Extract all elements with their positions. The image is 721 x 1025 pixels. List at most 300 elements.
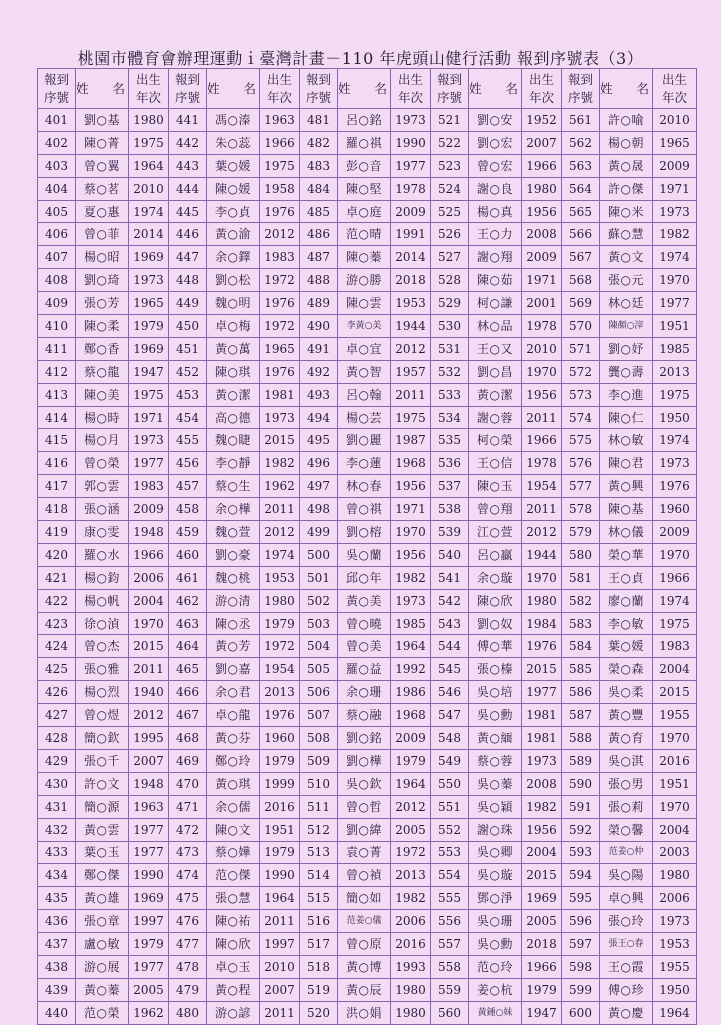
checkin-number-cell: 403 (38, 154, 76, 177)
birth-year-cell: 1947 (129, 360, 169, 383)
checkin-number-cell: 488 (300, 269, 338, 292)
birth-year-cell: 1971 (522, 269, 562, 292)
name-cell: 劉○松 (207, 269, 260, 292)
checkin-number-cell: 530 (431, 315, 469, 338)
header-line: 序號 (43, 89, 69, 105)
name-cell: 張○雅 (76, 658, 129, 681)
birth-year-cell: 1964 (129, 154, 169, 177)
name-cell: 余○儒 (207, 795, 260, 818)
checkin-number-cell: 441 (169, 109, 207, 132)
birth-year-cell: 1950 (653, 406, 697, 429)
birth-year-cell: 2011 (391, 383, 431, 406)
name-cell: 康○雯 (76, 521, 129, 544)
checkin-number-cell: 566 (562, 223, 600, 246)
birth-year-cell: 1957 (391, 360, 431, 383)
checkin-number-cell: 545 (431, 658, 469, 681)
name-cell: 卓○宜 (338, 337, 391, 360)
header-name: 姓 名 (600, 69, 653, 109)
header-checkin-number (431, 69, 469, 109)
birth-year-cell: 1971 (129, 406, 169, 429)
birth-year-cell: 2005 (522, 910, 562, 933)
birth-year-cell: 1980 (260, 589, 300, 612)
birth-year-cell: 1970 (522, 566, 562, 589)
name-cell: 馮○溱 (207, 109, 260, 132)
checkin-number-cell: 468 (169, 727, 207, 750)
birth-year-cell: 2012 (391, 337, 431, 360)
table-row (38, 406, 697, 429)
checkin-number-cell: 520 (300, 1001, 338, 1024)
name-cell: 陳○蓁 (338, 246, 391, 269)
checkin-number-cell: 531 (431, 337, 469, 360)
birth-year-cell: 1973 (260, 406, 300, 429)
checkin-number-cell: 442 (169, 131, 207, 154)
checkin-number-cell: 457 (169, 475, 207, 498)
checkin-number-cell: 504 (300, 635, 338, 658)
birth-year-cell: 1970 (653, 795, 697, 818)
checkin-number-cell: 506 (300, 681, 338, 704)
name-cell: 林○儀 (600, 521, 653, 544)
birth-year-cell: 1968 (391, 704, 431, 727)
birth-year-cell: 1980 (391, 978, 431, 1001)
birth-year-cell: 1975 (391, 406, 431, 429)
birth-year-cell: 2004 (522, 841, 562, 864)
checkin-number-cell: 586 (562, 681, 600, 704)
header-line: 序號 (436, 89, 462, 105)
checkin-number-cell: 476 (169, 910, 207, 933)
birth-year-cell: 1972 (260, 635, 300, 658)
checkin-number-cell: 575 (562, 429, 600, 452)
checkin-number-cell: 577 (562, 475, 600, 498)
birth-year-cell: 1948 (129, 772, 169, 795)
checkin-number-cell: 514 (300, 864, 338, 887)
table-row (38, 360, 697, 383)
checkin-number-cell: 503 (300, 612, 338, 635)
checkin-number-cell: 491 (300, 337, 338, 360)
birth-year-cell: 2016 (653, 749, 697, 772)
name-cell: 陳○君 (600, 452, 653, 475)
checkin-number-cell: 535 (431, 429, 469, 452)
birth-year-cell: 2006 (653, 887, 697, 910)
name-cell: 范○晴 (338, 223, 391, 246)
table-row (38, 772, 697, 795)
name-cell: 蔡○嬅 (207, 841, 260, 864)
checkin-number-cell: 495 (300, 429, 338, 452)
checkin-number-cell: 502 (300, 589, 338, 612)
birth-year-cell: 1979 (129, 315, 169, 338)
name-cell: 蔡○生 (207, 475, 260, 498)
name-cell: 黃鍾○妹 (469, 1001, 522, 1024)
birth-year-cell: 1999 (260, 772, 300, 795)
name-cell: 林○敏 (600, 429, 653, 452)
header-line: 報到 (305, 71, 331, 87)
name-cell: 黃○雄 (76, 887, 129, 910)
name-cell: 張○玲 (600, 910, 653, 933)
table-row (38, 566, 697, 589)
birth-year-cell: 2016 (260, 795, 300, 818)
name-cell: 陳○祐 (207, 910, 260, 933)
checkin-number-cell: 572 (562, 360, 600, 383)
birth-year-cell: 2011 (522, 406, 562, 429)
name-cell: 鄭○玲 (207, 749, 260, 772)
checkin-number-cell: 429 (38, 749, 76, 772)
checkin-number-cell: 527 (431, 246, 469, 269)
birth-year-cell: 2010 (129, 177, 169, 200)
name-cell: 黃○美 (338, 589, 391, 612)
checkin-number-cell: 434 (38, 864, 76, 887)
table-row (38, 109, 697, 132)
checkin-number-cell: 402 (38, 131, 76, 154)
header-line: 序號 (174, 89, 200, 105)
birth-year-cell: 2010 (522, 337, 562, 360)
checkin-number-cell: 580 (562, 543, 600, 566)
checkin-number-cell: 526 (431, 223, 469, 246)
checkin-number-cell: 482 (300, 131, 338, 154)
birth-year-cell: 1990 (260, 864, 300, 887)
checkin-number-cell: 567 (562, 246, 600, 269)
table-row (38, 337, 697, 360)
birth-year-cell: 2008 (522, 772, 562, 795)
name-cell: 吳○勳 (469, 933, 522, 956)
name-cell: 袁○菁 (338, 841, 391, 864)
birth-year-cell: 1964 (391, 635, 431, 658)
name-cell: 魏○萱 (207, 521, 260, 544)
birth-year-cell: 1966 (129, 543, 169, 566)
name-cell: 曾○菲 (76, 223, 129, 246)
checkin-number-cell: 427 (38, 704, 76, 727)
birth-year-cell: 2009 (653, 521, 697, 544)
checkin-number-cell: 416 (38, 452, 76, 475)
birth-year-cell: 2004 (653, 818, 697, 841)
table-row (38, 154, 697, 177)
birth-year-cell: 1975 (129, 131, 169, 154)
birth-year-cell: 1981 (522, 727, 562, 750)
birth-year-cell: 1956 (391, 543, 431, 566)
birth-year-cell: 2012 (260, 521, 300, 544)
name-cell: 陳○欣 (469, 589, 522, 612)
checkin-number-cell: 511 (300, 795, 338, 818)
name-cell: 劉○麗 (338, 429, 391, 452)
checkin-number-cell: 562 (562, 131, 600, 154)
name-cell: 劉○銘 (338, 727, 391, 750)
name-cell: 劉○琦 (76, 269, 129, 292)
name-cell: 卓○興 (600, 887, 653, 910)
birth-year-cell: 1982 (522, 795, 562, 818)
birth-year-cell: 1980 (129, 109, 169, 132)
checkin-number-cell: 555 (431, 887, 469, 910)
birth-year-cell: 1975 (653, 383, 697, 406)
checkin-number-cell: 489 (300, 292, 338, 315)
table-row (38, 795, 697, 818)
birth-year-cell: 2011 (260, 1001, 300, 1024)
birth-year-cell: 1981 (522, 704, 562, 727)
checkin-number-cell: 411 (38, 337, 76, 360)
name-cell: 余○鐸 (207, 246, 260, 269)
birth-year-cell: 1975 (653, 612, 697, 635)
header-birth-year (653, 69, 697, 109)
name-cell: 陳顏○滓 (600, 315, 653, 338)
table-row (38, 223, 697, 246)
name-cell: 曾○原 (338, 933, 391, 956)
name-cell: 吳○蓁 (469, 772, 522, 795)
table-row (38, 246, 697, 269)
birth-year-cell: 1979 (260, 841, 300, 864)
birth-year-cell: 2013 (391, 864, 431, 887)
checkin-number-cell: 553 (431, 841, 469, 864)
birth-year-cell: 1970 (129, 612, 169, 635)
checkin-number-cell: 552 (431, 818, 469, 841)
birth-year-cell: 1972 (260, 315, 300, 338)
table-row (38, 749, 697, 772)
name-cell: 吳○璇 (469, 864, 522, 887)
checkin-roster-table (37, 68, 697, 1025)
checkin-number-cell: 408 (38, 269, 76, 292)
birth-year-cell: 1974 (653, 246, 697, 269)
checkin-number-cell: 448 (169, 269, 207, 292)
name-cell: 黃○晟 (600, 154, 653, 177)
name-cell: 曾○哲 (338, 795, 391, 818)
checkin-number-cell: 557 (431, 933, 469, 956)
birth-year-cell: 1970 (522, 360, 562, 383)
checkin-number-cell: 517 (300, 933, 338, 956)
birth-year-cell: 1953 (260, 566, 300, 589)
name-cell: 彭○音 (338, 154, 391, 177)
name-cell: 王○又 (469, 337, 522, 360)
checkin-number-cell: 550 (431, 772, 469, 795)
checkin-number-cell: 472 (169, 818, 207, 841)
name-cell: 吳○蘭 (338, 543, 391, 566)
birth-year-cell: 2004 (653, 658, 697, 681)
birth-year-cell: 1983 (129, 475, 169, 498)
checkin-number-cell: 455 (169, 429, 207, 452)
birth-year-cell: 2014 (129, 223, 169, 246)
birth-year-cell: 1974 (129, 200, 169, 223)
checkin-number-cell: 450 (169, 315, 207, 338)
birth-year-cell: 1968 (391, 452, 431, 475)
checkin-number-cell: 564 (562, 177, 600, 200)
checkin-number-cell: 574 (562, 406, 600, 429)
checkin-number-cell: 571 (562, 337, 600, 360)
header-line: 年次 (135, 89, 161, 105)
name-cell: 張王○春 (600, 933, 653, 956)
checkin-number-cell: 548 (431, 727, 469, 750)
birth-year-cell: 1972 (391, 841, 431, 864)
checkin-number-cell: 532 (431, 360, 469, 383)
checkin-number-cell: 465 (169, 658, 207, 681)
birth-year-cell: 2008 (522, 223, 562, 246)
checkin-number-cell: 565 (562, 200, 600, 223)
checkin-number-cell: 430 (38, 772, 76, 795)
checkin-number-cell: 497 (300, 475, 338, 498)
birth-year-cell: 1972 (260, 269, 300, 292)
name-cell: 余○樺 (207, 498, 260, 521)
name-cell: 陳○美 (76, 383, 129, 406)
birth-year-cell: 1980 (391, 1001, 431, 1024)
checkin-number-cell: 481 (300, 109, 338, 132)
name-cell: 魏○桃 (207, 566, 260, 589)
checkin-number-cell: 449 (169, 292, 207, 315)
birth-year-cell: 1965 (129, 292, 169, 315)
name-cell: 葉○玉 (76, 841, 129, 864)
birth-year-cell: 1956 (522, 200, 562, 223)
checkin-number-cell: 474 (169, 864, 207, 887)
birth-year-cell: 1969 (129, 337, 169, 360)
birth-year-cell: 1993 (391, 955, 431, 978)
birth-year-cell: 1973 (391, 109, 431, 132)
checkin-number-cell: 401 (38, 109, 76, 132)
checkin-number-cell: 534 (431, 406, 469, 429)
checkin-number-cell: 561 (562, 109, 600, 132)
birth-year-cell: 1954 (260, 658, 300, 681)
birth-year-cell: 1974 (653, 429, 697, 452)
checkin-number-cell: 512 (300, 818, 338, 841)
name-cell: 王○霞 (600, 955, 653, 978)
birth-year-cell: 2009 (522, 246, 562, 269)
checkin-number-cell: 490 (300, 315, 338, 338)
checkin-number-cell: 422 (38, 589, 76, 612)
name-cell: 劉○豪 (207, 543, 260, 566)
page-title: 桃園市體育會辦理運動ｉ臺灣計畫－110 年虎頭山健行活動 報到序號表（3） (77, 49, 644, 68)
birth-year-cell: 1951 (260, 818, 300, 841)
name-cell: 黃○育 (600, 727, 653, 750)
name-cell: 許○文 (76, 772, 129, 795)
name-cell: 劉○安 (469, 109, 522, 132)
checkin-number-cell: 470 (169, 772, 207, 795)
table-row (38, 269, 697, 292)
name-cell: 范○傑 (207, 864, 260, 887)
checkin-number-cell: 596 (562, 910, 600, 933)
birth-year-cell: 1976 (522, 635, 562, 658)
name-cell: 黃○博 (338, 955, 391, 978)
name-cell: 陳○柔 (76, 315, 129, 338)
birth-year-cell: 1983 (653, 635, 697, 658)
checkin-number-cell: 556 (431, 910, 469, 933)
name-cell: 張○慧 (207, 887, 260, 910)
birth-year-cell: 1955 (653, 955, 697, 978)
birth-year-cell: 1963 (260, 109, 300, 132)
checkin-number-cell: 521 (431, 109, 469, 132)
name-cell: 榮○華 (600, 543, 653, 566)
name-cell: 吳○珊 (469, 910, 522, 933)
checkin-number-cell: 594 (562, 864, 600, 887)
name-cell: 游○展 (76, 955, 129, 978)
header-checkin-number (38, 69, 76, 109)
checkin-number-cell: 446 (169, 223, 207, 246)
header-name: 姓 名 (207, 69, 260, 109)
checkin-number-cell: 516 (300, 910, 338, 933)
name-cell: 劉○樺 (338, 749, 391, 772)
name-cell: 曾○煜 (76, 704, 129, 727)
checkin-number-cell: 421 (38, 566, 76, 589)
checkin-number-cell: 538 (431, 498, 469, 521)
name-cell: 吳○培 (469, 681, 522, 704)
header-line: 出生 (266, 71, 292, 87)
table-row (38, 635, 697, 658)
name-cell: 張○元 (600, 269, 653, 292)
name-cell: 朱○蕊 (207, 131, 260, 154)
name-cell: 陳○菁 (76, 131, 129, 154)
checkin-number-cell: 453 (169, 383, 207, 406)
birth-year-cell: 1985 (391, 612, 431, 635)
birth-year-cell: 1966 (522, 154, 562, 177)
checkin-number-cell: 560 (431, 1001, 469, 1024)
birth-year-cell: 1976 (260, 292, 300, 315)
checkin-number-cell: 576 (562, 452, 600, 475)
checkin-number-cell: 436 (38, 910, 76, 933)
checkin-number-cell: 544 (431, 635, 469, 658)
checkin-number-cell: 419 (38, 521, 76, 544)
name-cell: 黃○琪 (207, 772, 260, 795)
checkin-number-cell: 595 (562, 887, 600, 910)
birth-year-cell: 1954 (522, 475, 562, 498)
table-row (38, 658, 697, 681)
name-cell: 陳○琪 (207, 360, 260, 383)
name-cell: 榮○馨 (600, 818, 653, 841)
checkin-number-cell: 539 (431, 521, 469, 544)
name-cell: 陳○仁 (600, 406, 653, 429)
checkin-number-cell: 469 (169, 749, 207, 772)
header-line: 出生 (661, 71, 687, 87)
checkin-number-cell: 542 (431, 589, 469, 612)
name-cell: 張○千 (76, 749, 129, 772)
table-row (38, 200, 697, 223)
birth-year-cell: 1981 (260, 383, 300, 406)
name-cell: 郭○雲 (76, 475, 129, 498)
birth-year-cell: 1979 (260, 749, 300, 772)
birth-year-cell: 2010 (653, 109, 697, 132)
checkin-number-cell: 424 (38, 635, 76, 658)
header-line: 年次 (266, 89, 292, 105)
name-cell: 葉○媛 (600, 635, 653, 658)
birth-year-cell: 1962 (260, 475, 300, 498)
checkin-number-cell: 428 (38, 727, 76, 750)
name-cell: 黃○慶 (600, 1001, 653, 1024)
checkin-number-cell: 431 (38, 795, 76, 818)
birth-year-cell: 1977 (129, 841, 169, 864)
header-name: 姓 名 (76, 69, 129, 109)
checkin-number-cell: 600 (562, 1001, 600, 1024)
name-cell: 陳○玉 (469, 475, 522, 498)
birth-year-cell: 1953 (391, 292, 431, 315)
checkin-number-cell: 493 (300, 383, 338, 406)
checkin-number-cell: 458 (169, 498, 207, 521)
name-cell: 張○章 (76, 910, 129, 933)
name-cell: 魏○睫 (207, 429, 260, 452)
birth-year-cell: 1980 (522, 177, 562, 200)
name-cell: 劉○宏 (469, 131, 522, 154)
name-cell: 林○品 (469, 315, 522, 338)
checkin-number-cell: 407 (38, 246, 76, 269)
name-cell: 邱○年 (338, 566, 391, 589)
birth-year-cell: 2012 (129, 704, 169, 727)
checkin-number-cell: 499 (300, 521, 338, 544)
birth-year-cell: 1983 (260, 246, 300, 269)
checkin-number-cell: 485 (300, 200, 338, 223)
name-cell: 游○勝 (338, 269, 391, 292)
checkin-number-cell: 597 (562, 933, 600, 956)
header-line: 序號 (305, 89, 331, 105)
header-line: 年次 (397, 89, 423, 105)
name-cell: 楊○昭 (76, 246, 129, 269)
birth-year-cell: 1970 (653, 727, 697, 750)
birth-year-cell: 2005 (129, 978, 169, 1001)
table-row (38, 131, 697, 154)
header-checkin-number (562, 69, 600, 109)
name-cell: 柯○謙 (469, 292, 522, 315)
header-line: 出生 (397, 71, 423, 87)
table-row (38, 292, 697, 315)
name-cell: 蔡○龍 (76, 360, 129, 383)
name-cell: 鄭○傑 (76, 864, 129, 887)
